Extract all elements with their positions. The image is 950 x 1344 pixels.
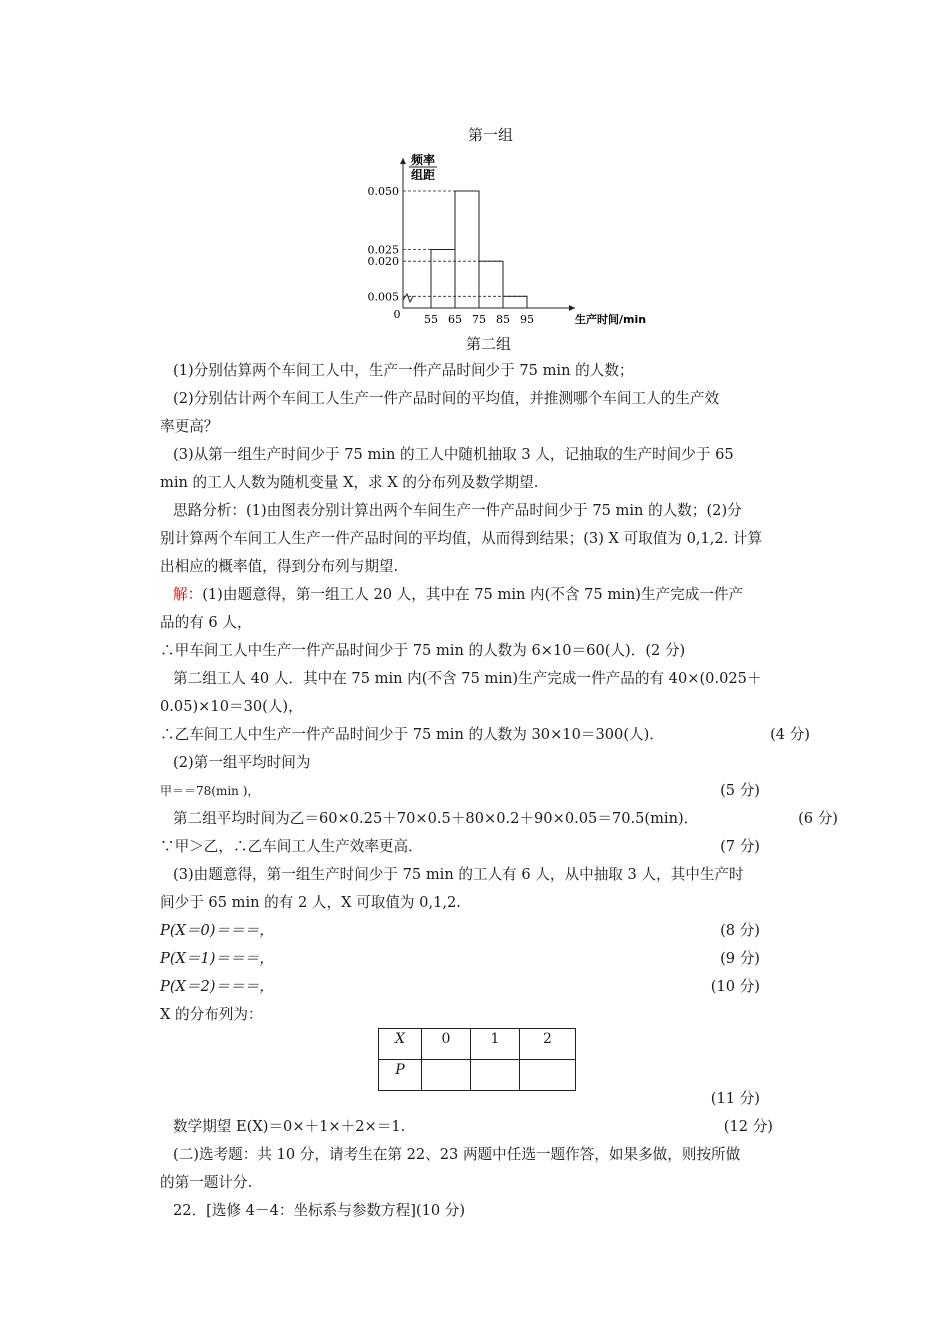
- table-cell: [471, 1060, 520, 1091]
- question-1: (1)分别估算两个车间工人中，生产一件产品时间少于 75 min 的人数；: [173, 362, 634, 379]
- axis-break-icon: [403, 294, 413, 302]
- score-mark: (6 分): [798, 810, 838, 827]
- y-axis-label-bottom: 组距: [410, 168, 436, 182]
- probability-text: P(X＝2)＝＝＝，: [160, 978, 274, 995]
- probability-2: [160, 977, 820, 997]
- solution-text: ∴乙车间工人中生产一件产品时间少于 75 min 的人数为 30×10＝300(人)．: [160, 726, 664, 743]
- solution-line-10: [160, 837, 820, 857]
- idea-line-2: 别计算两个车间工人生产一件产品时间的平均值，从而得到结果；(3) X 可取值为 0,1,2. 计算: [160, 530, 763, 547]
- table-header-cell: X: [379, 1029, 422, 1060]
- score-mark: (9 分): [720, 950, 760, 967]
- question-2-line-1: (2)分别估计两个车间工人生产一件产品时间的平均值，并推测哪个车间工人的生产效: [173, 390, 720, 407]
- solution-line-11: (3)由题意得，第一组生产时间少于 75 min 的工人有 6 人，从中抽取 3 人，其中生产时: [173, 866, 744, 883]
- histogram-bar: [503, 296, 527, 308]
- y-tick-label: 0.050: [367, 185, 399, 198]
- table-row: [379, 1029, 576, 1060]
- y-tick-label: 0.025: [367, 243, 399, 257]
- x-tick-label: 65: [448, 313, 462, 326]
- conclusion: ∵甲＞乙，∴乙车间工人生产效率更高．: [160, 838, 423, 855]
- optional-line-1: (二)选考题：共 10 分，请考生在第 22、23 两题中任选一题作答，如果多做，则按所做: [173, 1146, 741, 1163]
- solution-label: 解：: [173, 586, 203, 603]
- table-cell: P: [379, 1060, 422, 1091]
- y-tick-label: 0.020: [367, 255, 399, 269]
- table-header-cell: 0: [422, 1029, 471, 1060]
- question-3-line-2: min 的工人人数为随机变量 X，求 X 的分布列及数学期望.: [160, 474, 539, 491]
- solution-line-6: [160, 725, 820, 745]
- solution-line-5: 0.05)×10＝30(人)，: [160, 698, 303, 715]
- y-axis-label-top: 频率: [410, 153, 436, 167]
- score-mark: (11 分): [710, 1090, 760, 1107]
- score-mark: (12 分): [723, 1118, 773, 1135]
- histogram-bar: [455, 191, 479, 308]
- x-tick-label: 95: [520, 313, 534, 326]
- table-cell: [422, 1060, 471, 1091]
- question-22-title: 22．[选修 4－4：坐标系与参数方程](10 分): [173, 1202, 466, 1219]
- solution-line-4: 第二组工人 40 人．其中在 75 min 内(不含 75 min)生产完成一件产品的有 40×(0.025＋: [173, 670, 762, 687]
- idea-line-3: 出相应的概率值，得到分布列与期望.: [160, 558, 399, 575]
- question-3-line-1: (3)从第一组生产时间少于 75 min 的工人中随机抽取 3 人，记抽取的生产时间少于 65: [173, 446, 734, 463]
- expectation-line: [173, 1117, 833, 1137]
- probability-1: [160, 949, 820, 969]
- probability-text: P(X＝0)＝＝＝，: [160, 922, 274, 939]
- histogram-bar: [431, 250, 455, 309]
- origin-label: 0: [393, 308, 401, 321]
- x-tick-label: 75: [472, 313, 486, 326]
- mean-second-group: 第二组平均时间为乙＝60×0.25＋70×0.5＋80×0.2＋90×0.05＝70.5(min)．: [173, 810, 699, 827]
- score-mark: (7 分): [720, 838, 760, 855]
- solution-line-1: [173, 585, 833, 605]
- mean-first-group: 甲＝＝78(min )，: [160, 784, 260, 798]
- table-header-cell: 1: [471, 1029, 520, 1060]
- solution-line-8: [160, 781, 820, 801]
- question-2-line-2: 率更高？: [160, 418, 219, 435]
- optional-line-2: 的第一题计分.: [160, 1174, 253, 1191]
- score-mark: (10 分): [710, 978, 760, 995]
- score-mark: (8 分): [720, 922, 760, 939]
- x-tick-label: 85: [496, 313, 510, 326]
- table-row: [379, 1060, 576, 1091]
- score-mark: (5 分): [720, 782, 760, 799]
- histogram-bar: [479, 261, 503, 308]
- distribution-intro: X 的分布列为：: [160, 1006, 263, 1023]
- idea-line-1: 思路分析：(1)由图表分别计算出两个车间生产一件产品时间少于 75 min 的人数；(2)分: [173, 502, 742, 519]
- probability-0: [160, 921, 820, 941]
- x-tick-label: 55: [424, 313, 438, 326]
- distribution-table: [378, 1028, 576, 1091]
- frequency-histogram: [355, 148, 647, 326]
- y-tick-label: 0.005: [367, 290, 399, 304]
- chart-title: 第一组: [468, 126, 514, 144]
- table-header-cell: 2: [520, 1029, 576, 1060]
- score-mark: (4 分): [770, 726, 810, 743]
- expectation-text: 数学期望 E(X)＝0×＋1×＋2×＝1.: [173, 1118, 406, 1135]
- solution-line-9: [173, 809, 838, 829]
- solution-line-2: 品的有 6 人，: [160, 614, 252, 631]
- solution-line-7: (2)第一组平均时间为: [173, 754, 311, 771]
- table-cell: [520, 1060, 576, 1091]
- probability-text: P(X＝1)＝＝＝，: [160, 950, 274, 967]
- x-axis-label: 生产时间/min: [575, 313, 647, 326]
- solution-line-3: ∴甲车间工人中生产一件产品时间少于 75 min 的人数为 6×10＝60(人)．(2 分): [160, 642, 686, 659]
- chart-caption: 第二组: [466, 335, 512, 353]
- solution-line-12: 间少于 65 min 的有 2 人，X 可取值为 0,1,2.: [160, 894, 461, 911]
- solution-text: (1)由题意得，第一组工人 20 人，其中在 75 min 内(不含 75 min)生产完成一件产: [202, 586, 744, 603]
